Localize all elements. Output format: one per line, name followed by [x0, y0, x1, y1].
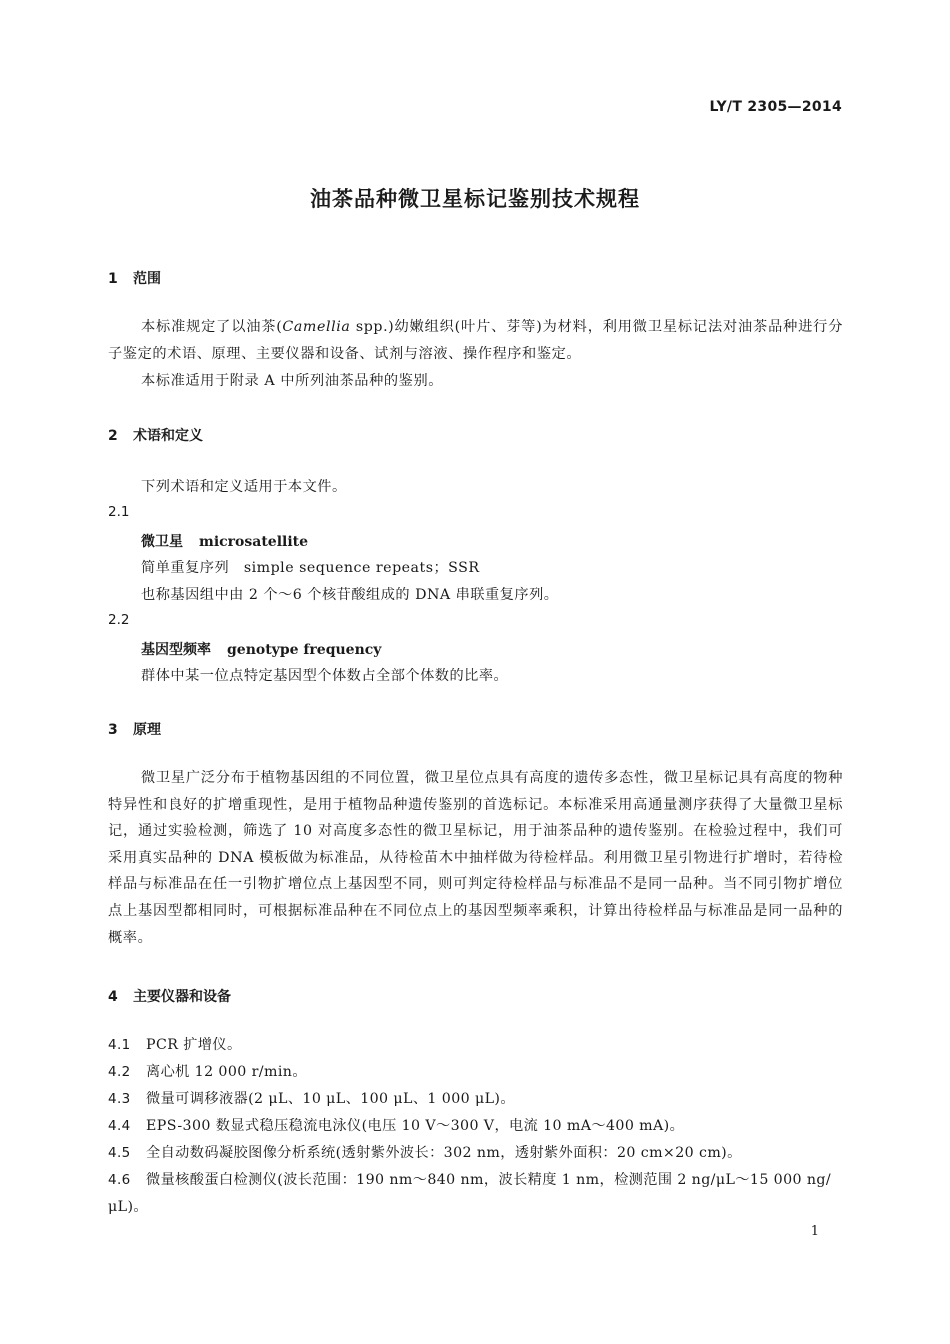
section-title: 主要仪器和设备 — [133, 989, 231, 1005]
text-run: 本标准规定了以油茶( — [141, 319, 283, 335]
item-text: PCR 扩增仪。 — [146, 1037, 242, 1053]
term-2-1-synonym: 简单重复序列 simple sequence repeats；SSR — [141, 560, 480, 576]
item-text: 离心机 12 000 r/min。 — [146, 1064, 307, 1080]
section-number: 4 — [108, 989, 118, 1005]
item-number: 4.3 — [108, 1091, 131, 1107]
page-number: 1 — [810, 1224, 819, 1239]
item-number: 4.1 — [108, 1037, 131, 1053]
item-number: 4.6 — [108, 1172, 131, 1188]
text-run: spp.)幼嫩组织(叶片、芽等)为材料，利用微卫星标记法对油茶品种进行分子鉴定的术语、原理、主要仪器和设备、试剂与溶液、操作程序和鉴定。 — [108, 319, 843, 362]
item-number: 4.5 — [108, 1145, 131, 1161]
term-2-1-number: 2.1 — [108, 504, 130, 520]
equipment-item-4-2 — [108, 1059, 843, 1086]
section-1-heading — [108, 268, 161, 288]
item-text: 全自动数码凝胶图像分析系统(透射紫外波长：302 nm，透射紫外面积：20 cm×20 cm)。 — [146, 1145, 742, 1161]
item-number: 4.2 — [108, 1064, 131, 1080]
item-text: 微量核酸蛋白检测仪(波长范围：190 nm～840 nm，波长精度 1 nm，检测范围 2 ng/μL～15 000 ng/μL)。 — [108, 1172, 832, 1215]
equipment-item-4-3 — [108, 1086, 843, 1113]
section-title: 术语和定义 — [133, 428, 203, 444]
term-2-1 — [141, 531, 308, 551]
term-cn: 微卫星 — [141, 534, 183, 550]
term-2-2-number: 2.2 — [108, 612, 130, 628]
section-title: 原理 — [133, 722, 161, 738]
term-en: microsatellite — [199, 534, 309, 550]
section-number: 3 — [108, 722, 118, 738]
equipment-item-4-5 — [108, 1140, 843, 1167]
term-2-2-definition: 群体中某一位点特定基因型个体数占全部个体数的比率。 — [141, 668, 509, 684]
section-4-heading — [108, 986, 231, 1006]
section-number: 2 — [108, 428, 118, 444]
section-number: 1 — [108, 271, 118, 287]
section-2-heading — [108, 425, 203, 445]
document-title: 油茶品种微卫星标记鉴别技术规程 — [310, 187, 640, 211]
term-2-2 — [141, 639, 381, 659]
term-cn: 基因型频率 — [141, 642, 211, 658]
item-text: EPS-300 数显式稳压稳流电泳仪(电压 10 V～300 V，电流 10 mA～400 mA)。 — [146, 1118, 685, 1134]
section-3-paragraph: 微卫星广泛分布于植物基因组的不同位置，微卫星位点具有高度的遗传多态性，微卫星标记具有高度的物种特异性和良好的扩增重现性，是用于植物品种遗传鉴别的首选标记。本标准采用高通量测序获得了大量微卫星标记，通过实验检测，筛选了 10 对高度多态性的微卫星标记，用于油茶品种的遗传鉴别。在检验过程中，我们可采用真实品种的 DNA 模板做为标准品，从待检苗木中抽样做为待检样品。利用微卫星引物进行扩增时，若待检样品与标准品在任一引物扩增位点上基因型不同，则可判定待检样品与标准品不是同一品种。当不同引物扩增位点上基因型都相同时，可根据标准品种在不同位点上的基因型频率乘积，计算出待检样品与标准品是同一品种的概率。 — [108, 770, 843, 946]
equipment-item-4-4 — [108, 1113, 843, 1140]
section-2-intro: 下列术语和定义适用于本文件。 — [141, 479, 347, 495]
item-number: 4.4 — [108, 1118, 131, 1134]
standard-code: LY/T 2305—2014 — [709, 99, 842, 115]
italic-text: Camellia — [282, 319, 351, 335]
term-en: genotype frequency — [227, 642, 382, 658]
section-title: 范围 — [133, 271, 161, 287]
term-2-1-definition: 也称基因组中由 2 个～6 个核苷酸组成的 DNA 串联重复序列。 — [141, 587, 559, 603]
equipment-item-4-1 — [108, 1032, 843, 1059]
item-text: 微量可调移液器(2 μL、10 μL、100 μL、1 000 μL)。 — [146, 1091, 515, 1107]
section-3-heading — [108, 719, 161, 739]
section-1-paragraph-1 — [108, 314, 843, 367]
section-1-paragraph-2: 本标准适用于附录 A 中所列油茶品种的鉴别。 — [141, 373, 444, 389]
equipment-item-4-6 — [108, 1167, 843, 1221]
